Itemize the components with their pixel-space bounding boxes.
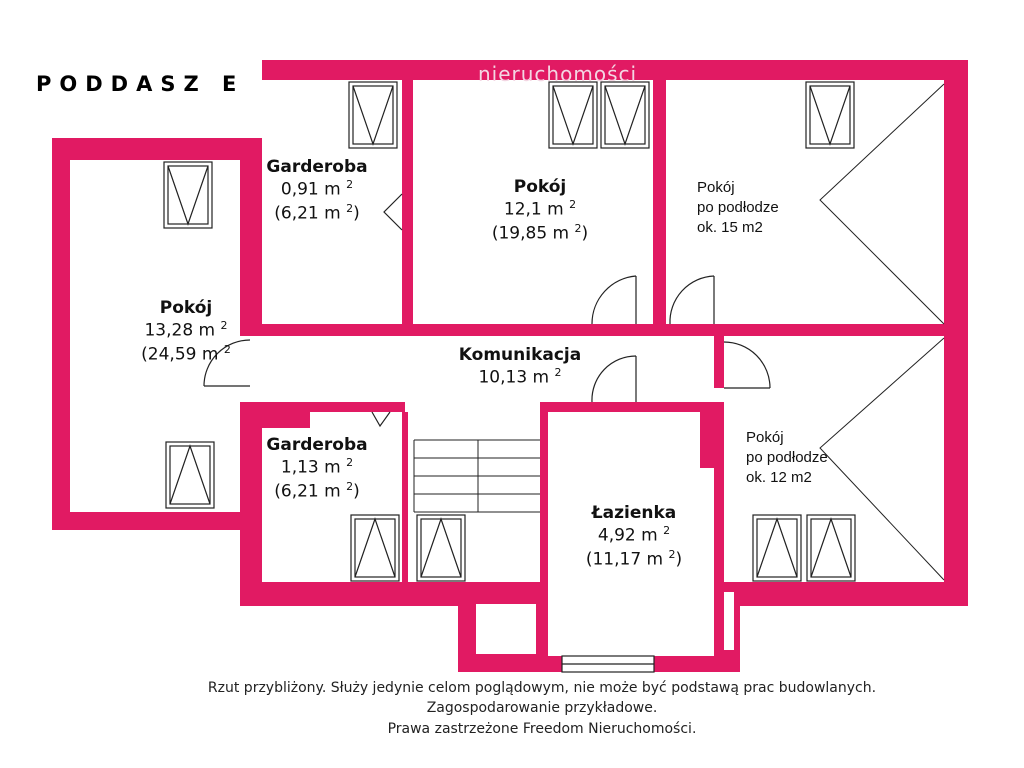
stair-niche: [476, 604, 536, 654]
room-total-sup: 2: [346, 201, 354, 215]
room-line: Pokój: [697, 179, 735, 196]
window-icon: [562, 656, 654, 672]
wall-between-garderoba-pokoj: [402, 80, 413, 192]
skylight-icon: [807, 515, 855, 581]
room-area-sup: 2: [569, 198, 577, 212]
room-total-end: ): [581, 223, 589, 244]
room-label-pokoj-top: [470, 176, 610, 245]
room-area: 13,28 m: [144, 321, 216, 342]
room-area-sup: 2: [346, 456, 354, 470]
skylight-icon: [806, 82, 854, 148]
disclaimer-line: Rzut przybliżony. Służy jedynie celom poglądowym, nie może być podstawą prac budowlanych.: [207, 680, 877, 696]
wall-lazienka-left: [540, 402, 548, 672]
disclaimer-line: Prawa zastrzeżone Freedom Nieruchomości.: [387, 720, 697, 737]
room-area: 12,1 m: [503, 200, 564, 221]
room-line: Pokój: [746, 429, 784, 446]
room-name: Pokój: [159, 298, 213, 318]
skylight-icon: [549, 82, 597, 148]
room-area: 1,13 m: [280, 458, 341, 479]
wall-top-corridor-1: [250, 324, 594, 336]
wall-garderoba-bottom-right: [402, 412, 408, 602]
room-area: 10,13 m: [478, 368, 550, 389]
room-label-pokoj-left: [126, 297, 246, 366]
room-total: (19,85 m: [491, 223, 570, 244]
room-label-garderoba-top: [262, 156, 372, 225]
room-total: (11,17 m: [585, 549, 664, 570]
skylight-icon: [164, 162, 212, 228]
room-label-komunikacja: [440, 344, 600, 390]
room-line: po podłodze: [697, 198, 779, 216]
wall-between-garderoba-pokoj-2: [402, 232, 413, 336]
room-label-podlodze-12: [746, 428, 828, 488]
wall-lazienka-right-block: [700, 412, 724, 468]
wall-garderoba-bottom-topblock: [262, 402, 310, 428]
wall-between-pokoj-podlodze: [653, 80, 666, 336]
wall-podlodze12-left: [714, 336, 724, 388]
room-total-sup: 2: [223, 342, 231, 356]
room-label-garderoba-bottom: [262, 434, 372, 503]
room-total: (6,21 m: [274, 203, 341, 224]
room-total: (6,21 m: [274, 481, 341, 502]
skylight-icon: [601, 82, 649, 148]
room-name: Łazienka: [591, 503, 677, 523]
niche-right: [724, 590, 734, 650]
wall-podlodze-separator: [724, 324, 944, 336]
room-total-end: ): [675, 549, 683, 570]
room-line: ok. 15 m2: [697, 218, 763, 236]
room-total-end: ): [353, 481, 360, 502]
room-line: po podłodze: [746, 448, 828, 466]
wall-bottom-corridor-3: [636, 402, 724, 412]
disclaimer: [30, 678, 1024, 739]
skylight-icon: [166, 442, 214, 508]
room-label-lazienka: [566, 502, 702, 571]
room-area: 4,92 m: [597, 526, 658, 547]
disclaimer-line: Zagospodarowanie przykładowe.: [426, 700, 658, 717]
watermark: nieruchomości: [478, 62, 638, 86]
room-line: ok. 12 m2: [746, 468, 812, 486]
room-name: Komunikacja: [458, 345, 582, 365]
wall-top-corridor-2: [636, 324, 672, 336]
wall-bottom-garderoba-stair: [262, 582, 540, 602]
room-area-sup: 2: [220, 319, 228, 333]
room-area-sup: 2: [346, 178, 354, 192]
room-area-sup: 2: [554, 366, 562, 380]
room-total-sup: 2: [574, 221, 582, 235]
floor-title: PODDASZ E: [36, 72, 245, 96]
room-name: Garderoba: [266, 157, 368, 177]
skylight-icon: [351, 515, 399, 581]
room-total-sup: 2: [346, 479, 354, 493]
skylight-icon: [753, 515, 801, 581]
wall-left-room-inner-2: [240, 402, 250, 530]
room-total-end: ): [353, 203, 360, 224]
skylight-icon: [417, 515, 465, 581]
room-label-podlodze-15: [697, 178, 779, 238]
wall-bottom-right-strip: [724, 582, 968, 592]
room-total: (24,59 m: [141, 344, 219, 365]
skylight-icon: [349, 82, 397, 148]
room-area-sup: 2: [663, 524, 671, 538]
room-area: 0,91 m: [280, 180, 341, 201]
room-name: Pokój: [513, 177, 567, 197]
room-name: Garderoba: [266, 435, 368, 455]
room-total-sup: 2: [668, 547, 676, 561]
